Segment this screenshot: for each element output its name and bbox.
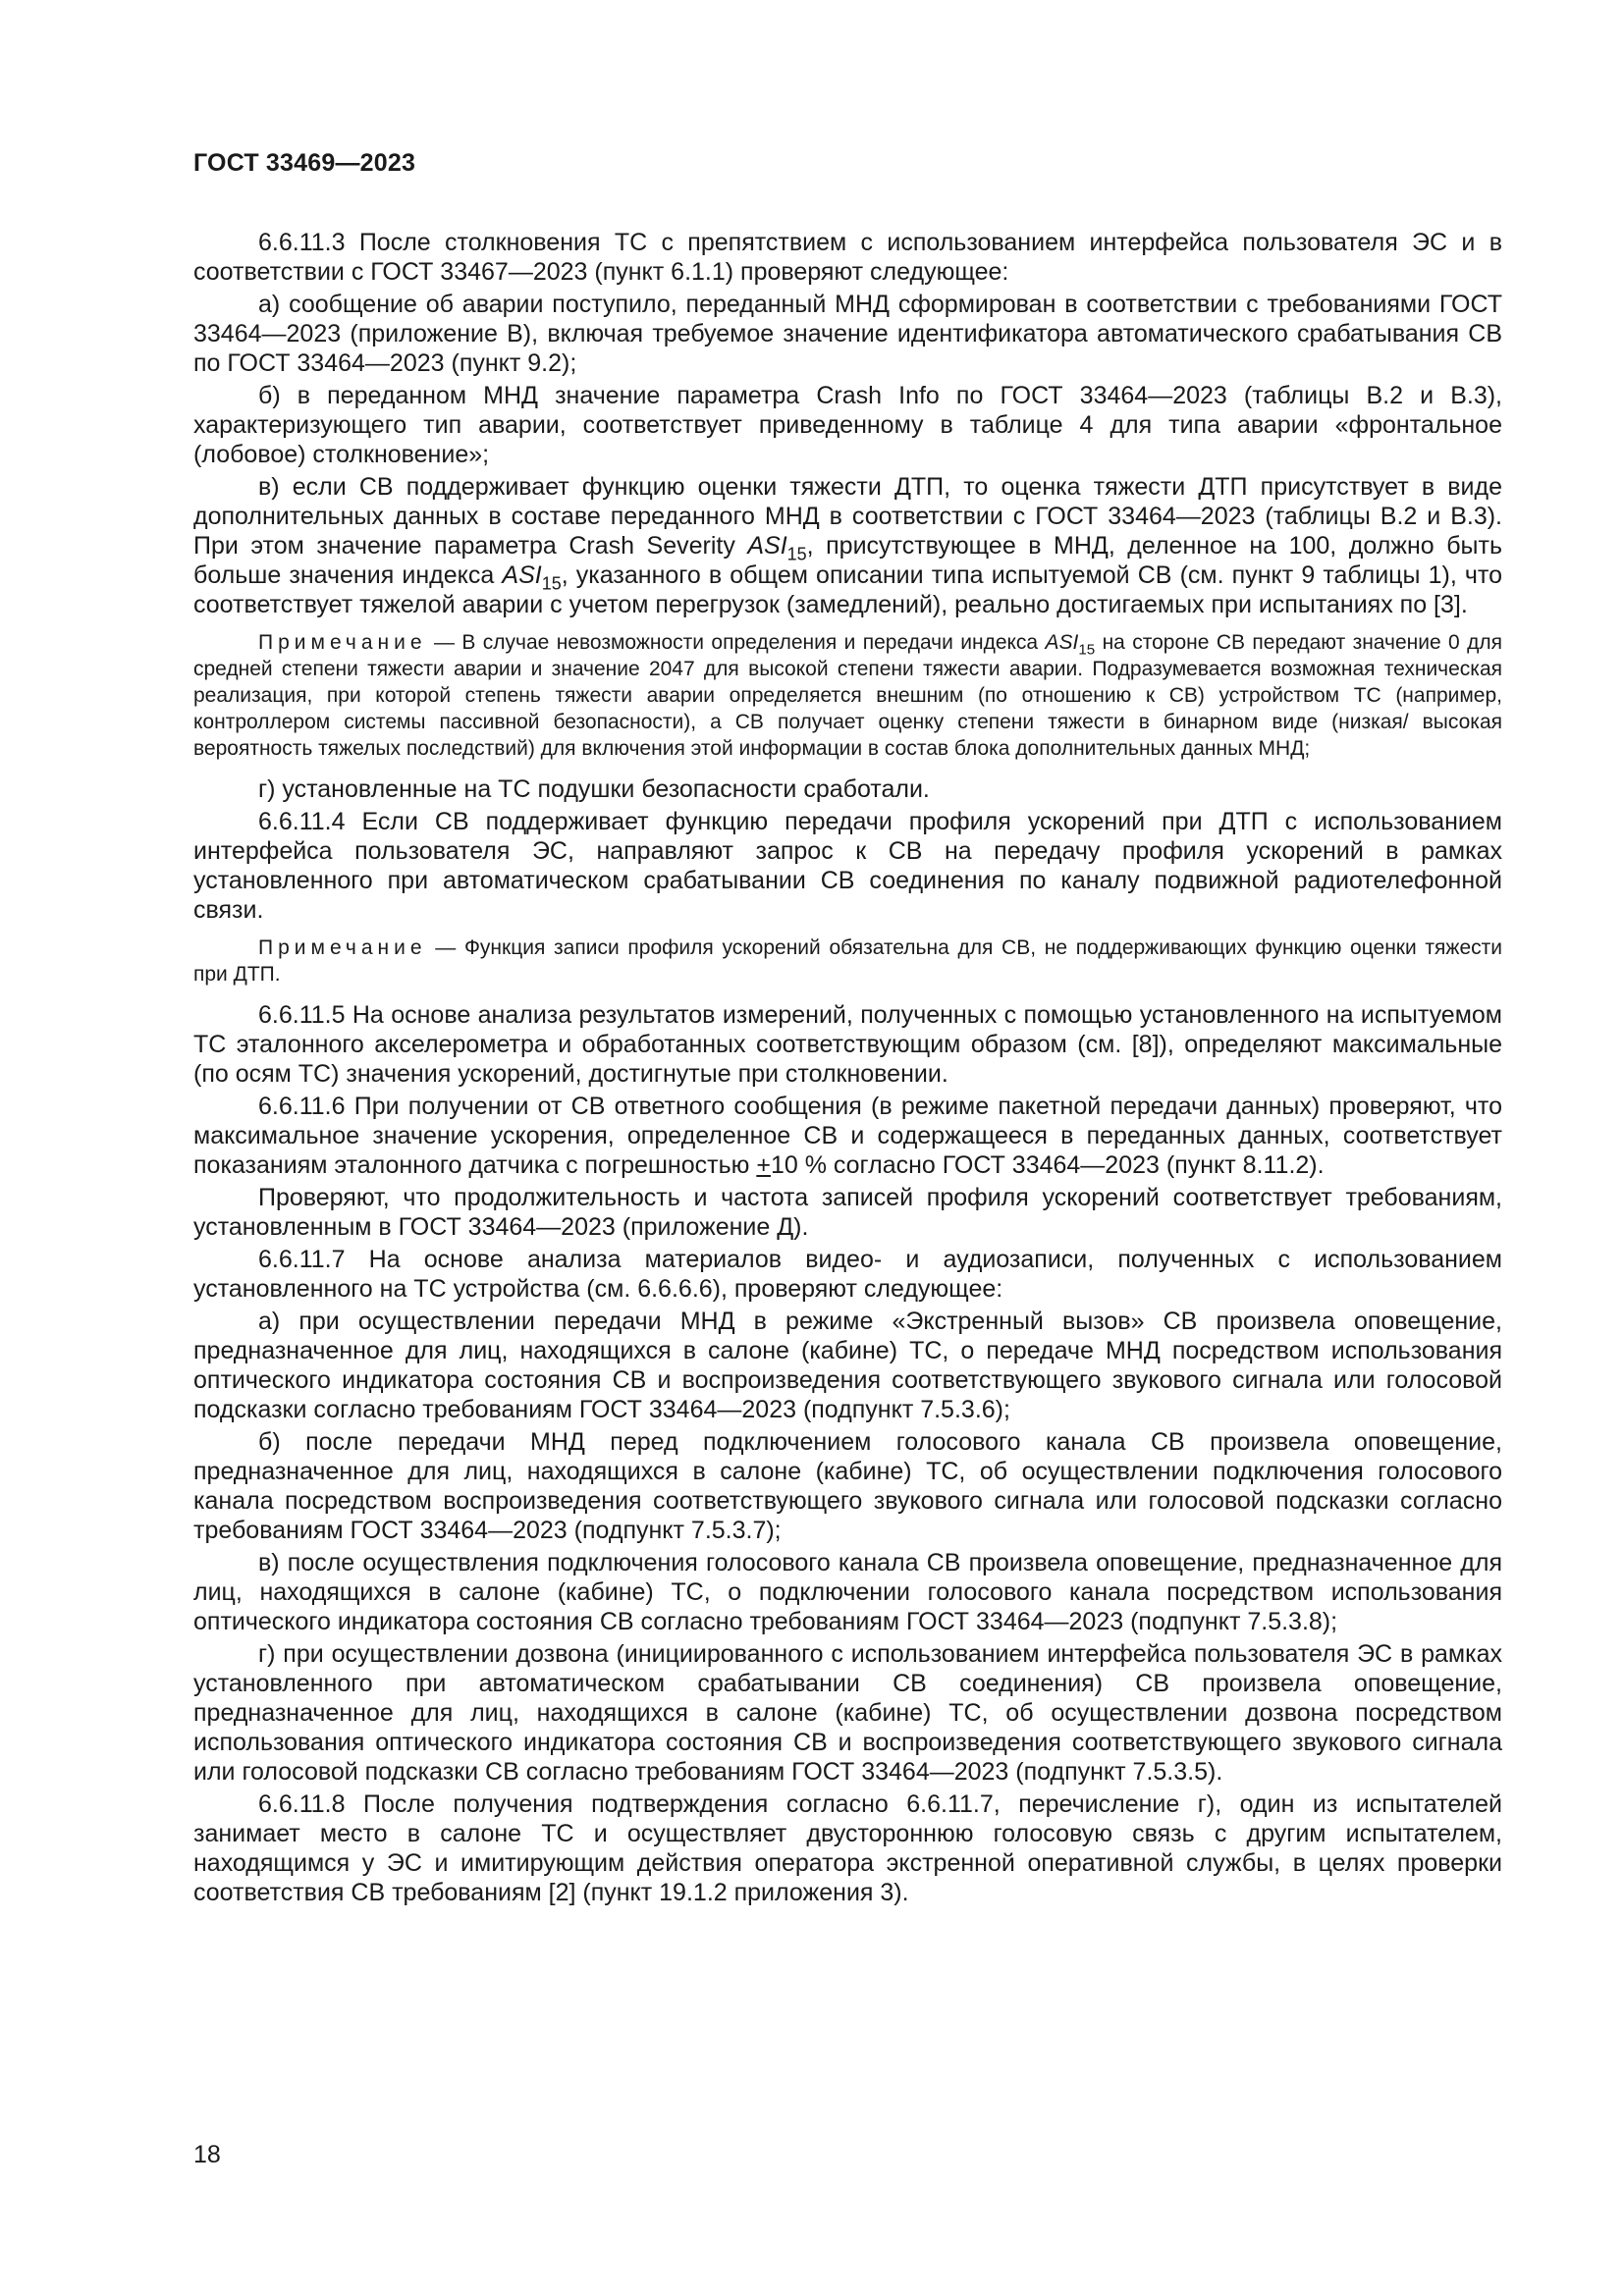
asi-subscript: 15 <box>786 544 807 564</box>
note-label: Примечание <box>258 936 427 959</box>
list-item-a: а) сообщение об аварии поступило, переданный МНД сформирован в соответствии с требованиями ГОСТ 33464—2023 (приложение В), включая требуемое значение идентификатора автоматического срабатывания СВ по ГОСТ 33464—2023 (пункт 9.2); <box>193 291 1502 377</box>
list-item-b: б) в переданном МНД значение параметра Crash Info по ГОСТ 33464—2023 (таблицы В.2 и В.3), характеризующего тип аварии, соответствует приведенному в таблице 4 для типа аварии «фронтальное (лобовое) столкновение»; <box>193 382 1502 468</box>
text-segment: в) если СВ поддерживает функцию оценки тяжести ДТП, то оценка тяжести ДТП присутствует в виде дополнительных данных в составе переданного МНД в соответствии с ГОСТ 33464—2023 (таблицы В.2 и В.3). При этом значение параметра Crash Severity <box>193 473 1502 560</box>
paragraph-6-6-11-5: 6.6.11.5 На основе анализа результатов измерений, полученных с помощью установленного на испытуемом ТС эталонного акселерометра и обработанных соответствующим образом (см. [8]), определяют максимальные (по осям ТС) значения ускорений, достигнутые при столкновении. <box>193 1001 1502 1088</box>
paragraph-6-6-11-7: 6.6.11.7 На основе анализа материалов видео- и аудиозаписи, полученных с использованием установленного на ТС устройства (см. 6.6.6.6), проверяют следующее: <box>193 1246 1502 1303</box>
list-item-b: б) после передачи МНД перед подключением голосового канала СВ произвела оповещение, предназначенное для лиц, находящихся в салоне (кабине) ТС, об осуществлении подключения голосового канала посредством воспроизведения соответствующего звукового сигнала или голосовой подсказки согласно требованиям ГОСТ 33464—2023 (подпункт 7.5.3.7); <box>193 1428 1502 1544</box>
asi-subscript: 15 <box>1078 641 1096 659</box>
paragraph-acceleration-profile: Проверяют, что продолжительность и частота записей профиля ускорений соответствует требованиям, установленным в ГОСТ 33464—2023 (приложение Д). <box>193 1184 1502 1241</box>
text-segment: , присутствующее в МНД, деленное на 100, должно быть больше значения индекса <box>193 532 1502 589</box>
note-1 <box>193 629 1502 762</box>
text-segment: 6.6.11.6 При получении от СВ ответного сообщения (в режиме пакетной передачи данных) проверяют, что максимальное значение ускорения, определенное СВ и содержащееся в переданных данных, соответствует показаниям эталонного датчика с погрешностью <box>193 1093 1502 1179</box>
list-item-g: г) установленные на ТС подушки безопасности сработали. <box>258 775 930 803</box>
note-2 <box>193 934 1502 988</box>
text-segment: на стороне СВ передают значение 0 для средней степени тяжести аварии и значение 2047 для высокой степени тяжести аварии. Подразумевается возможная техническая реализация, при которой степень тяжести аварии определяется внешним (по отношению к СВ) устройством ТС (например, контроллером системы пассивной безопасности), а СВ получает оценку степени тяжести в бинарном виде (низкая/ высокая вероятность тяжелых последствий) для включения этой информации в состав блока дополнительных данных МНД; <box>193 631 1502 760</box>
list-item-v: в) после осуществления подключения голосового канала СВ произвела оповещение, предназначенное для лиц, находящихся в салоне (кабине) ТС, о подключении голосового канала посредством использования оптического индикатора состояния СВ согласно требованиям ГОСТ 33464—2023 (подпункт 7.5.3.8); <box>193 1549 1502 1635</box>
text-segment: 10 % согласно ГОСТ 33464—2023 (пункт 8.11.2). <box>770 1151 1325 1179</box>
page-number: 18 <box>193 2141 221 2168</box>
text-segment: , указанного в общем описании типа испытуемой СВ (см. пункт 9 таблицы 1), что соответствует тяжелой аварии с учетом перегрузок (замедлений), реально достигаемых при испытаниях по [3]. <box>193 561 1503 618</box>
text-segment: — В случае невозможности определения и передачи индекса <box>426 631 1046 654</box>
paragraph-6-6-11-8: 6.6.11.8 После получения подтверждения согласно 6.6.11.7, перечисление г), один из испытателей занимает место в салоне ТС и осуществляет двустороннюю голосовую связь с другим испытателем, находящимся у ЭС и имитирующим действия оператора экстренной оперативной службы, в целях проверки соответствия СВ требованиям [2] (пункт 19.1.2 приложения 3). <box>193 1790 1502 1906</box>
paragraph-6-6-11-3: 6.6.11.3 После столкновения ТС с препятствием с использованием интерфейса пользователя ЭС и в соответствии с ГОСТ 33467—2023 (пункт 6.1.1) проверяют следующее: <box>193 229 1502 286</box>
document-header: ГОСТ 33469—2023 <box>193 149 416 177</box>
text-segment: — Функция записи профиля ускорений обязательна для СВ, не поддерживающих функцию оценки тяжести при ДТП. <box>193 936 1502 986</box>
asi-symbol: ASI <box>502 561 542 589</box>
note-label: Примечание <box>258 631 427 654</box>
asi-symbol: ASI <box>747 532 787 560</box>
list-item-g: г) при осуществлении дозвона (инициированного с использованием интерфейса пользователя ЭС в рамках установленного при автоматическом срабатывании СВ соединения) СВ произвела оповещение, предназначенное для лиц, находящихся в салоне (кабине) ТС, об осуществлении дозвона посредством использования оптического индикатора состояния СВ и воспроизведения соответствующего звукового сигнала или голосовой подсказки СВ согласно требованиям ГОСТ 33464—2023 (подпункт 7.5.3.5). <box>193 1640 1502 1786</box>
document-body <box>193 228 1502 1910</box>
asi-symbol: ASI <box>1045 631 1079 654</box>
asi-subscript: 15 <box>541 573 562 594</box>
list-item-a: а) при осуществлении передачи МНД в режиме «Экстренный вызов» СВ произвела оповещение, предназначенное для лиц, находящихся в салоне (кабине) ТС, о передаче МНД посредством использования оптического индикатора состояния СВ и воспроизведения соответствующего звукового сигнала или голосовой подсказки согласно требованиям ГОСТ 33464—2023 (подпункт 7.5.3.6); <box>193 1308 1502 1423</box>
paragraph-6-6-11-6 <box>193 1092 1502 1180</box>
paragraph-6-6-11-4: 6.6.11.4 Если СВ поддерживает функцию передачи профиля ускорений при ДТП с использованием интерфейса пользователя ЭС, направляют запрос к СВ на передачу профиля ускорений в рамках установленного при автоматическом срабатывании СВ соединения по каналу подвижной радиотелефонной связи. <box>193 808 1502 924</box>
list-item-v <box>193 472 1502 619</box>
plus-minus-sign: + <box>756 1151 771 1179</box>
